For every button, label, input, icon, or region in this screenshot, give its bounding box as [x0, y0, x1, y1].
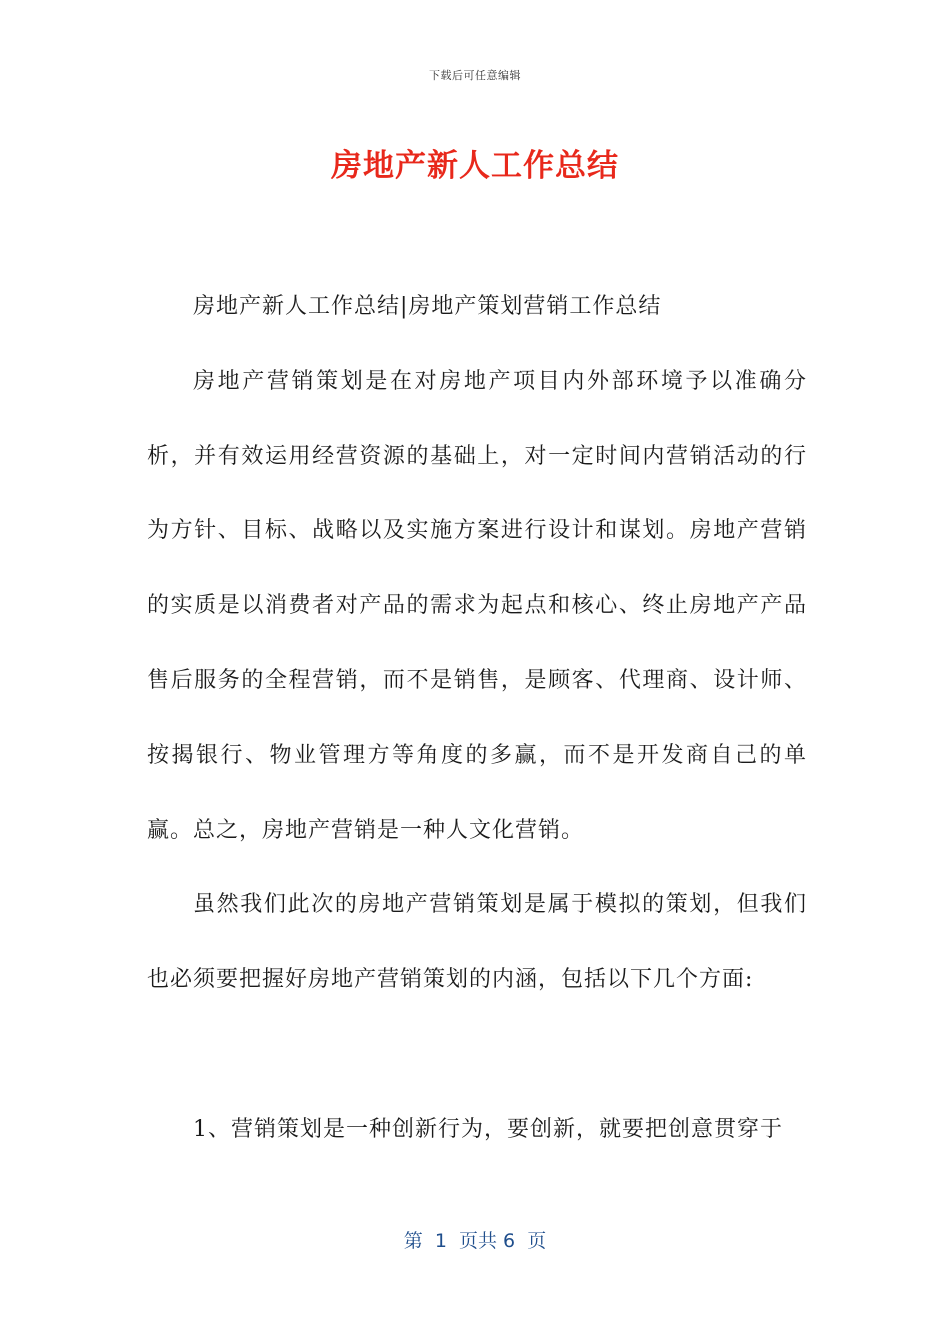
paragraph-subtitle: 房地产新人工作总结|房地产策划营销工作总结 — [193, 294, 662, 319]
paragraph-scope: 虽然我们此次的房地产营销策划是属于模拟的策划，但我们也必须要把握好房地产营销策划的内涵，包括以下几个方面: — [147, 892, 807, 993]
header-note: 下载后可任意编辑 — [429, 69, 521, 82]
paragraph-point-1: 1、营销策划是一种创新行为，要创新，就要把创意贯穿于 — [193, 1116, 783, 1142]
page-title: 房地产新人工作总结 — [331, 148, 619, 184]
paragraph-spacer — [147, 1018, 807, 1093]
paragraph-intro: 房地产营销策划是在对房地产项目内外部环境予以准确分析，并有效运用经营资源的基础上，对一定时间内营销活动的行为方针、目标、战略以及实施方案进行设计和谋划。房地产营销的实质是以消费者对产品的需求为起点和核心、终止房地产产品售后服务的全程营销，而不是销售，是顾客、代理商、设计师、按揭银行、物业管理方等角度的多赢，而不是开发商自己的单赢。总之，房地产营销是一种人文化营销。 — [147, 368, 807, 843]
page-number-footer: 第 1 页共 6 页 — [403, 1230, 547, 1252]
document-body — [147, 270, 807, 1168]
